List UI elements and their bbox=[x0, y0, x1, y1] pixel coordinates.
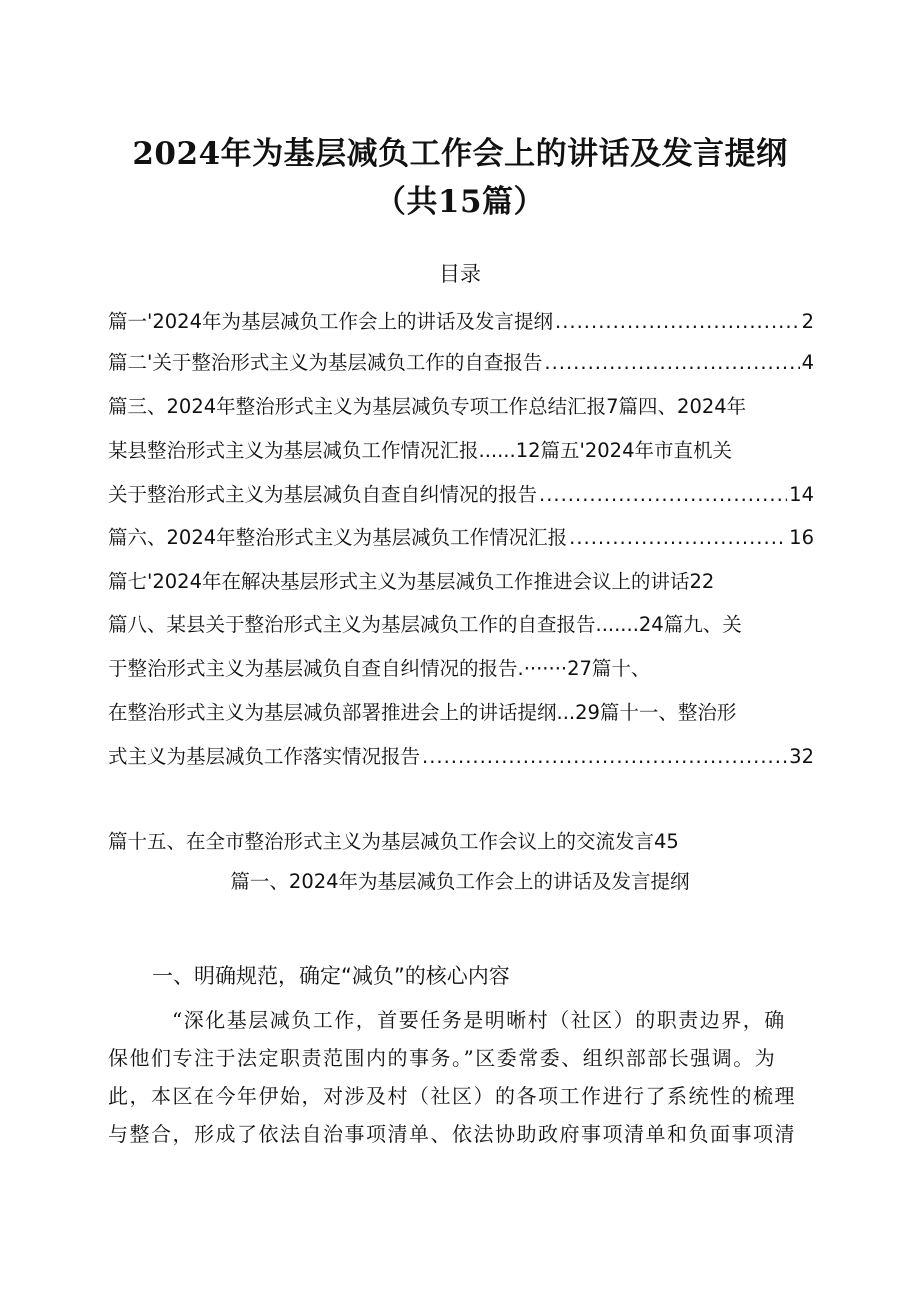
document-title-count: （共15篇） bbox=[374, 184, 546, 220]
toc-entry-text: 篇二'关于整治形式主义为基层减负工作的自查报告 bbox=[108, 351, 543, 374]
toc-entry-15[interactable]: 篇十五、在全市整治形式主义为基层减负工作会议上的交流发言45 bbox=[108, 830, 679, 853]
toc-leader-dots bbox=[539, 480, 787, 510]
toc-entry-10-11[interactable]: 在整治形式主义为基层减负部署推进会上的讲话提纲...29篇十一、整治形 bbox=[108, 701, 737, 724]
toc-leader-dots bbox=[422, 742, 787, 772]
paragraph-line: “深化基层减负工作，首要任务是明晰村（社区）的职责边界，确 bbox=[172, 1008, 786, 1032]
section-heading: 一、明确规范，确定“减负”的核心内容 bbox=[152, 964, 510, 988]
article-heading: 篇一、2024年为基层减负工作会上的讲话及发言提纲 bbox=[230, 870, 690, 893]
paragraph-line: 与整合，形成了依法自治事项清单、依法协助政府事项清单和负面事项清 bbox=[108, 1122, 796, 1146]
toc-entry-6[interactable] bbox=[108, 523, 814, 553]
toc-entry-9-10[interactable]: 于整治形式主义为基层减负自查自纠情况的报告.·······27篇十、 bbox=[108, 657, 651, 680]
toc-entry-3-4[interactable]: 篇三、2024年整治形式主义为基层减负专项工作总结汇报7篇四、2024年 bbox=[108, 395, 747, 418]
toc-entry-4-5[interactable]: 某县整治形式主义为基层减负工作情况汇报......12篇五'2024年市直机关 bbox=[108, 439, 732, 462]
body-paragraph bbox=[108, 1001, 840, 1153]
paragraph-line: 保他们专注于法定职责范围内的事务。”区委常委、组织部部长强调。为 bbox=[108, 1046, 777, 1070]
toc-entry-page: 32 bbox=[789, 745, 814, 768]
paragraph-line: 此，本区在今年伊始，对涉及村（社区）的各项工作进行了系统性的梳理 bbox=[108, 1084, 796, 1108]
toc-entry-7[interactable]: 篇七'2024年在解决基层形式主义为基层减负工作推进会议上的讲话22 bbox=[108, 570, 715, 593]
toc-leader-dots bbox=[555, 307, 800, 337]
toc-entry-2[interactable] bbox=[108, 348, 814, 378]
toc-entry-text: 篇一'2024年为基层减负工作会上的讲话及发言提纲 bbox=[108, 310, 553, 333]
toc-entry-page: 14 bbox=[789, 483, 814, 506]
toc-entry-page: 2 bbox=[801, 310, 814, 333]
toc-leader-dots bbox=[569, 523, 787, 553]
toc-entry-11-cont[interactable] bbox=[108, 742, 814, 772]
toc-entry-text: 式主义为基层减负工作落实情况报告 bbox=[108, 745, 421, 768]
toc-entry-8-9[interactable]: 篇八、某县关于整治形式主义为基层减负工作的自查报告.......24篇九、关 bbox=[108, 613, 742, 636]
toc-leader-dots bbox=[544, 348, 799, 378]
toc-entry-page: 4 bbox=[801, 351, 814, 374]
toc-entry-page: 16 bbox=[789, 526, 814, 549]
toc-heading: 目录 bbox=[439, 262, 481, 286]
toc-entry-text: 关于整治形式主义为基层减负自查自纠情况的报告 bbox=[108, 483, 538, 506]
toc-entry-text: 篇六、2024年整治形式主义为基层减负工作情况汇报 bbox=[108, 526, 568, 549]
toc-entry-5-cont[interactable] bbox=[108, 480, 814, 510]
document-title: 2024年为基层减负工作会上的讲话及发言提纲 bbox=[132, 136, 788, 172]
toc-entry-1[interactable] bbox=[108, 307, 814, 337]
